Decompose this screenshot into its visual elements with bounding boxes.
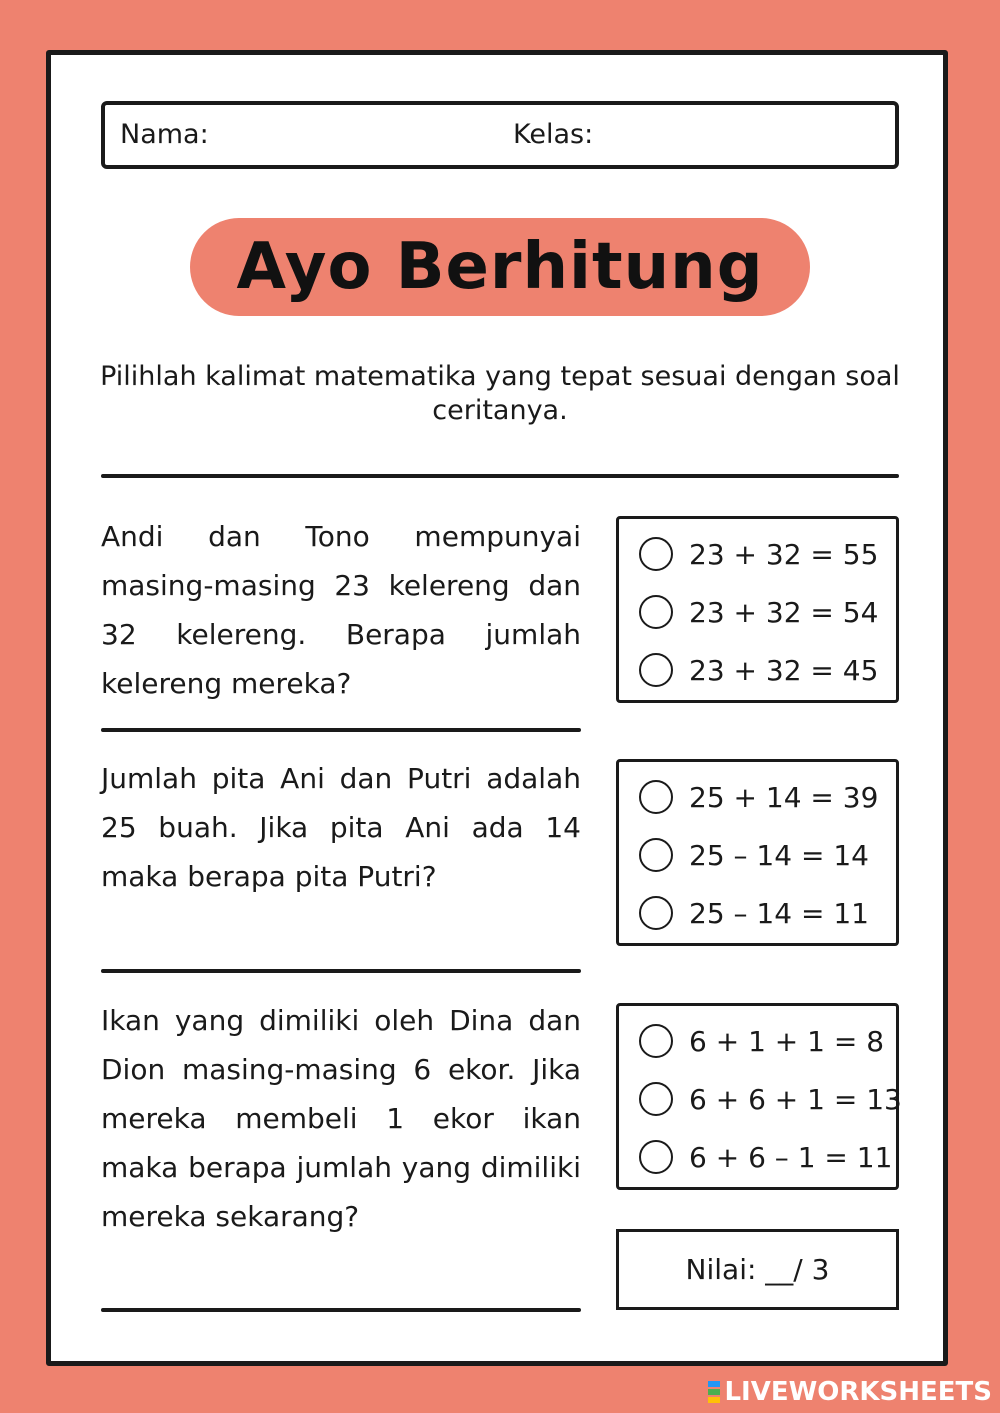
option-radio[interactable]: [639, 534, 878, 574]
radio-circle-icon[interactable]: [639, 896, 673, 930]
divider: [101, 969, 581, 973]
radio-circle-icon[interactable]: [639, 537, 673, 571]
title-banner: [190, 218, 810, 316]
question-2-options: [616, 759, 899, 946]
name-label: Nama:: [120, 119, 209, 150]
radio-circle-icon[interactable]: [639, 838, 673, 872]
option-label: 23 + 32 = 55: [689, 537, 879, 571]
option-radio[interactable]: [639, 650, 878, 690]
liveworksheets-logo-icon: [708, 1380, 720, 1404]
option-radio[interactable]: [639, 1079, 902, 1119]
option-label: 25 + 14 = 39: [689, 780, 879, 814]
question-3-text: Ikan yang dimiliki oleh Dina dan Dion masing-masing 6 ekor. Jika mereka membeli 1 ekor ikan maka berapa jumlah yang dimiliki mereka sekarang?: [101, 1004, 581, 1233]
option-label: 23 + 32 = 54: [689, 595, 879, 629]
option-label: 6 + 6 – 1 = 11: [689, 1140, 893, 1174]
watermark-text: LIVEWORKSHEETS: [724, 1377, 992, 1407]
option-label: 25 – 14 = 14: [689, 838, 869, 872]
option-label: 6 + 6 + 1 = 13: [689, 1082, 902, 1116]
option-label: 23 + 32 = 45: [689, 653, 879, 687]
option-radio[interactable]: [639, 835, 869, 875]
radio-circle-icon[interactable]: [639, 780, 673, 814]
score-label: Nilai: __/ 3: [685, 1253, 830, 1286]
option-label: 6 + 1 + 1 = 8: [689, 1024, 885, 1058]
watermark: [708, 1377, 992, 1407]
radio-circle-icon[interactable]: [639, 1024, 673, 1058]
option-radio[interactable]: [639, 893, 869, 933]
instructions: Pilihlah kalimat matematika yang tepat sesuai dengan soal ceritanya.: [100, 361, 900, 426]
radio-circle-icon[interactable]: [639, 1140, 673, 1174]
divider: [101, 728, 581, 732]
question-2-text: Jumlah pita Ani dan Putri adalah 25 buah. Jika pita Ani ada 14 maka berapa pita Putri?: [101, 762, 581, 893]
option-radio[interactable]: [639, 777, 878, 817]
divider: [101, 1308, 581, 1312]
question-1-options: [616, 516, 899, 703]
page-title: Ayo Berhitung: [236, 230, 764, 304]
option-radio[interactable]: [639, 592, 878, 632]
radio-circle-icon[interactable]: [639, 595, 673, 629]
option-radio[interactable]: [639, 1137, 892, 1177]
question-1-text: Andi dan Tono mempunyai masing-masing 23 kelereng dan 32 kelereng. Berapa jumlah kelereng mereka?: [101, 520, 581, 700]
option-label: 25 – 14 = 11: [689, 896, 869, 930]
score-box: [616, 1229, 899, 1310]
name-class-box: [101, 101, 899, 169]
radio-circle-icon[interactable]: [639, 653, 673, 687]
divider: [101, 474, 899, 478]
radio-circle-icon[interactable]: [639, 1082, 673, 1116]
class-label: Kelas:: [513, 119, 594, 150]
question-3-options: [616, 1003, 902, 1190]
option-radio[interactable]: [639, 1021, 884, 1061]
